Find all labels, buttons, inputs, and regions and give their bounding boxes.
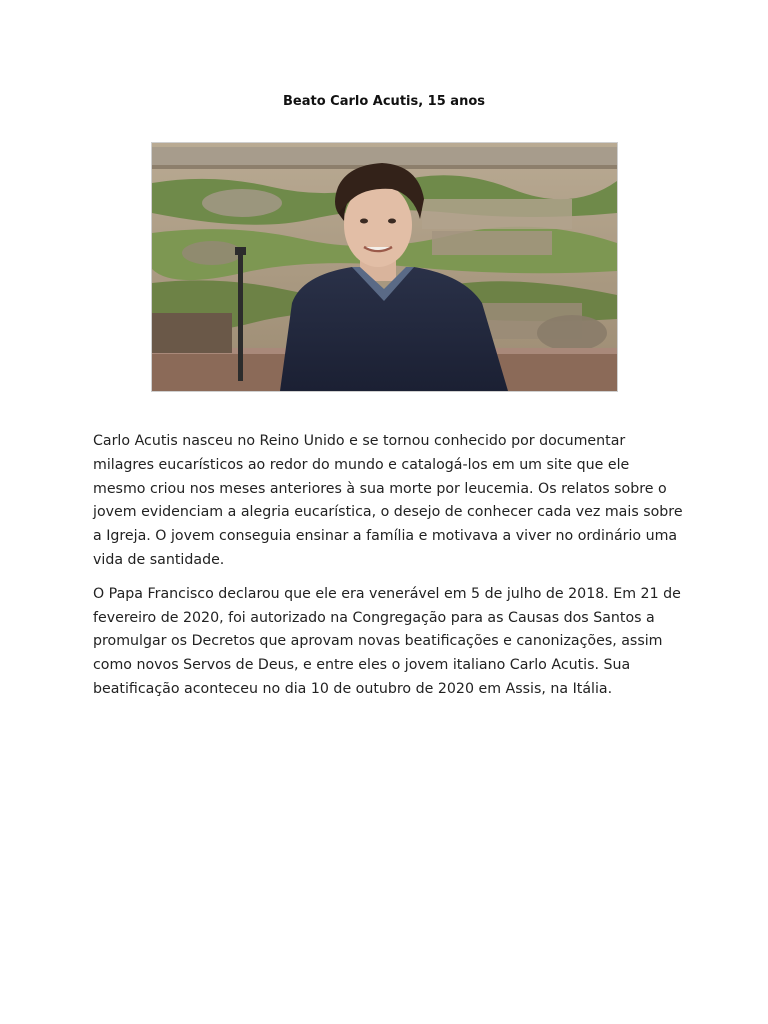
body-text — [93, 430, 683, 712]
portrait-photo — [151, 142, 618, 392]
paragraph-2: O Papa Francisco declarou que ele era venerável em 5 de julho de 2018. Em 21 de fevereiro de 2020, foi autorizado na Congregação para as Causas dos Santos a promulgar os Decretos que aprovam novas beatificações e canonizações, assim como novos Servos de Deus, e entre eles o jovem italiano Carlo Acutis. Sua beatificação aconteceu no dia 10 de outubro de 2020 em Assis, na Itália. — [93, 585, 681, 697]
paragraph-1: Carlo Acutis nasceu no Reino Unido e se tornou conhecido por documentar milagres eucarísticos ao redor do mundo e catalogá-los em um site que ele mesmo criou nos meses anteriores à sua morte por leucemia. Os relatos sobre o jovem evidenciam a alegria eucarística, o desejo de conhecer cada vez mais sobre a Igreja. O jovem conseguia ensinar a família e motivava a viver no ordinário uma vida de santidade. — [93, 433, 683, 568]
photo-caption: Beato Carlo Acutis, 15 anos — [282, 94, 485, 109]
